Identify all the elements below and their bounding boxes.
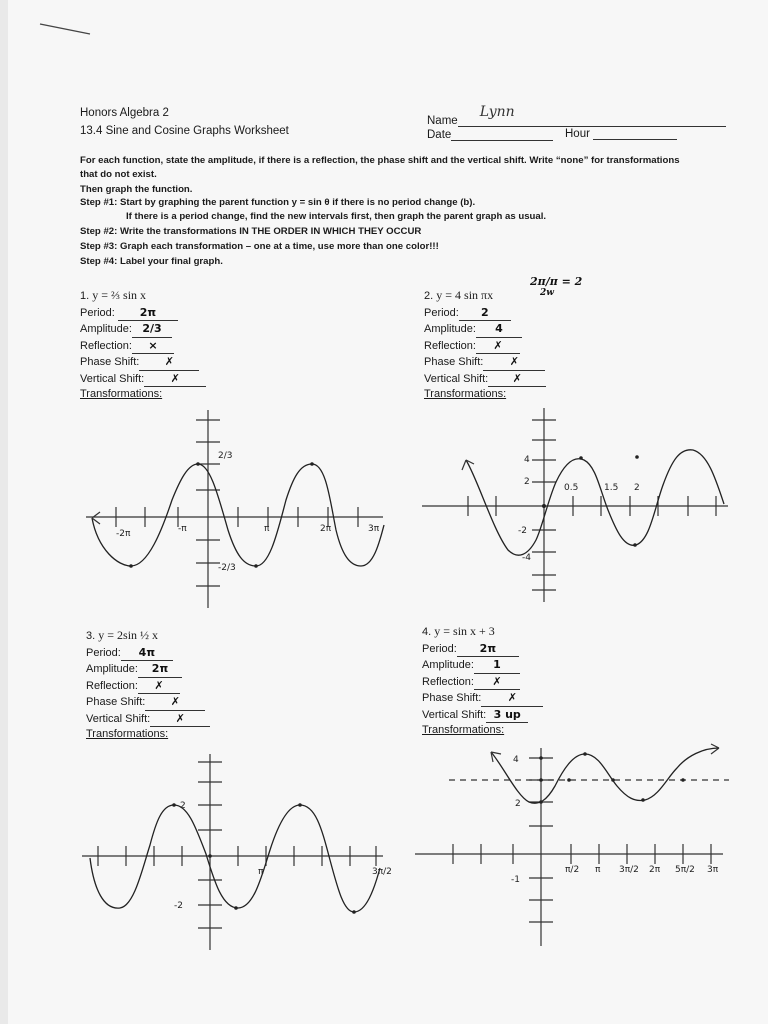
graph-4-points <box>539 752 685 804</box>
name-line[interactable] <box>458 104 726 127</box>
graph-4-label-x5: 5π/2 <box>675 865 695 875</box>
problem-3-equation: y = 2sin ½ x <box>98 628 159 642</box>
problem-4-phase-shift[interactable]: ✗ <box>481 690 543 707</box>
graph-4-label-x3: 3π/2 <box>619 865 639 875</box>
problem-1 <box>80 288 206 403</box>
graph-3-label-x2: 3π/2 <box>372 867 392 877</box>
graph-4-label-y1: 4 <box>513 755 519 765</box>
problem-1-period[interactable]: 2π <box>118 305 178 322</box>
reflection-label: Reflection: <box>424 339 476 352</box>
problem-4 <box>422 624 543 739</box>
hour-line[interactable] <box>593 127 677 140</box>
graph-4-label-y2: 2 <box>515 799 521 809</box>
problem-1-phase-shift[interactable]: ✗ <box>139 354 199 371</box>
name-label: Name <box>427 115 458 127</box>
transformations-label: Transformations: <box>80 388 163 400</box>
step-2-text: Write the transformations IN THE ORDER IN WHICH THEY OCCUR <box>120 226 422 237</box>
reflection-label: Reflection: <box>422 675 474 688</box>
period-label: Period: <box>424 306 459 319</box>
hour-label: Hour <box>565 128 590 140</box>
transformations-label: Transformations: <box>424 388 507 400</box>
problem-3-vertical-shift[interactable]: ✗ <box>150 711 210 728</box>
date-line[interactable] <box>451 128 553 141</box>
amplitude-label: Amplitude: <box>422 659 474 671</box>
step-1 <box>80 196 475 210</box>
graph-2-label-y2: 2 <box>524 477 530 487</box>
problem-1-equation: y = ⅔ sin x <box>92 288 147 302</box>
date-field[interactable] <box>427 128 553 141</box>
step-1-text: Start by graphing the parent function y = sin θ if there is no period change (b). <box>120 197 476 208</box>
problem-4-number: 4. <box>422 626 432 638</box>
graph-3-points <box>172 803 356 914</box>
period-label: Period: <box>422 642 457 655</box>
graph-4 <box>413 740 733 950</box>
step-1-label: Step #1: <box>80 197 118 208</box>
graph-2-label-x1: 0.5 <box>564 483 579 493</box>
problem-2-vertical-shift[interactable]: ✗ <box>488 371 546 388</box>
problem-2-phase-shift[interactable]: ✗ <box>483 354 545 371</box>
transformations-label: Transformations: <box>422 724 505 736</box>
graph-3 <box>78 750 393 955</box>
worksheet-page <box>8 0 768 1024</box>
amplitude-label: Amplitude: <box>80 323 132 335</box>
graph-1-points <box>129 462 314 568</box>
graph-1-label-x2: -π <box>178 524 187 534</box>
graph-2-label-x3: 2 <box>634 483 640 493</box>
graph-4-curve <box>491 748 719 803</box>
problem-3-reflection[interactable]: ✗ <box>138 678 180 695</box>
reflection-label: Reflection: <box>86 679 138 692</box>
period-label: Period: <box>80 306 115 319</box>
graph-1-label-x1: -2π <box>116 529 131 539</box>
problem-2-equation: y = 4 sin πx <box>436 288 494 302</box>
problem-2-period[interactable]: 2 <box>459 305 511 322</box>
graph-4-label-x1: π/2 <box>565 865 580 875</box>
problem-3-amplitude[interactable]: 2π <box>138 661 182 678</box>
problem-3-phase-shift[interactable]: ✗ <box>145 694 205 711</box>
graph-4-label-x4: 2π <box>649 865 661 875</box>
problem-2 <box>424 288 546 403</box>
graph-4-label-x2: π <box>595 865 601 875</box>
vertical-shift-label: Vertical Shift: <box>80 372 145 385</box>
amplitude-label: Amplitude: <box>424 323 476 335</box>
problem-3 <box>86 628 210 743</box>
graph-2-label-y4: -4 <box>522 553 531 563</box>
graph-2 <box>418 400 733 605</box>
graph-3-label-top: 2 <box>180 801 186 811</box>
graph-3-curve <box>90 805 380 912</box>
date-label: Date <box>427 129 452 141</box>
problem-2-note <box>530 277 582 298</box>
phase-shift-label: Phase Shift: <box>80 356 140 368</box>
amplitude-label: Amplitude: <box>86 663 138 675</box>
step-4 <box>80 255 223 269</box>
problem-4-reflection[interactable]: ✗ <box>474 674 520 691</box>
graph-1-label-x5: 3π <box>368 524 380 534</box>
reflection-label: Reflection: <box>80 339 132 352</box>
problem-2-amplitude[interactable]: 4 <box>476 321 522 338</box>
step-1b-text: If there is a period change, find the new intervals first, then graph the parent graph as usual. <box>126 211 547 222</box>
problem-4-vertical-shift[interactable]: 3 up <box>486 707 528 724</box>
graph-1-label-bottom: -2/3 <box>218 563 236 573</box>
problem-4-amplitude[interactable]: 1 <box>474 657 520 674</box>
name-field[interactable] <box>427 104 726 127</box>
step-2-label: Step #2: <box>80 226 118 237</box>
vertical-shift-label: Vertical Shift: <box>86 712 151 725</box>
transformations-label: Transformations: <box>86 728 169 740</box>
vertical-shift-label: Vertical Shift: <box>424 372 489 385</box>
problem-2-reflection[interactable]: ✗ <box>476 338 520 355</box>
problem-2-note-sub: 2w <box>540 288 555 298</box>
graph-2-label-y1: 4 <box>524 455 530 465</box>
problem-4-period[interactable]: 2π <box>457 641 519 658</box>
pen-mark <box>38 20 98 40</box>
step-4-label: Step #4: <box>80 256 118 267</box>
course-title: Honors Algebra 2 <box>80 107 169 119</box>
phase-shift-label: Phase Shift: <box>422 692 482 704</box>
instructions-then: Then graph the function. <box>80 184 193 195</box>
problem-1-vertical-shift[interactable]: ✗ <box>144 371 206 388</box>
graph-3-label-x1: π <box>258 867 264 877</box>
graph-1-label-x4: 2π <box>320 524 332 534</box>
step-3 <box>80 240 439 254</box>
instructions-intro: For each function, state the amplitude, if there is a reflection, the phase shift and the vertical shift. Write “none” for transformations that do not exist. <box>80 155 680 180</box>
hour-field[interactable] <box>565 127 677 140</box>
graph-4-label-y3: -1 <box>511 875 520 885</box>
period-label: Period: <box>86 646 121 659</box>
step-3-label: Step #3: <box>80 241 118 252</box>
name-value: Lynn <box>479 104 515 120</box>
graph-2-points <box>542 455 639 547</box>
vertical-shift-label: Vertical Shift: <box>422 708 487 721</box>
problem-3-period[interactable]: 4π <box>121 645 173 662</box>
graph-3-label-bottom: -2 <box>174 901 183 911</box>
step-4-text: Label your final graph. <box>120 256 223 267</box>
problem-4-equation: y = sin x + 3 <box>434 624 495 638</box>
graph-1-label-x3: π <box>264 524 270 534</box>
problem-3-number: 3. <box>86 630 96 642</box>
graph-2-curve <box>466 450 724 555</box>
phase-shift-label: Phase Shift: <box>86 696 146 708</box>
problem-1-number: 1. <box>80 290 90 302</box>
graph-2-label-x2: 1.5 <box>604 483 619 493</box>
phase-shift-label: Phase Shift: <box>424 356 484 368</box>
problem-2-note-text: 2π/π = 2 <box>530 275 583 288</box>
graph-2-label-y3: -2 <box>518 526 527 536</box>
graph-1-label-top: 2/3 <box>218 451 233 461</box>
step-3-text: Graph each transformation – one at a time, use more than one color!!! <box>120 241 439 252</box>
problem-1-amplitude[interactable]: 2/3 <box>132 321 172 338</box>
graph-4-label-x6: 3π <box>707 865 719 875</box>
step-2 <box>80 225 421 239</box>
graph-1 <box>78 400 388 615</box>
problem-1-reflection[interactable]: × <box>132 338 174 355</box>
problem-2-number: 2. <box>424 290 434 302</box>
worksheet-title: 13.4 Sine and Cosine Graphs Worksheet <box>80 125 289 137</box>
